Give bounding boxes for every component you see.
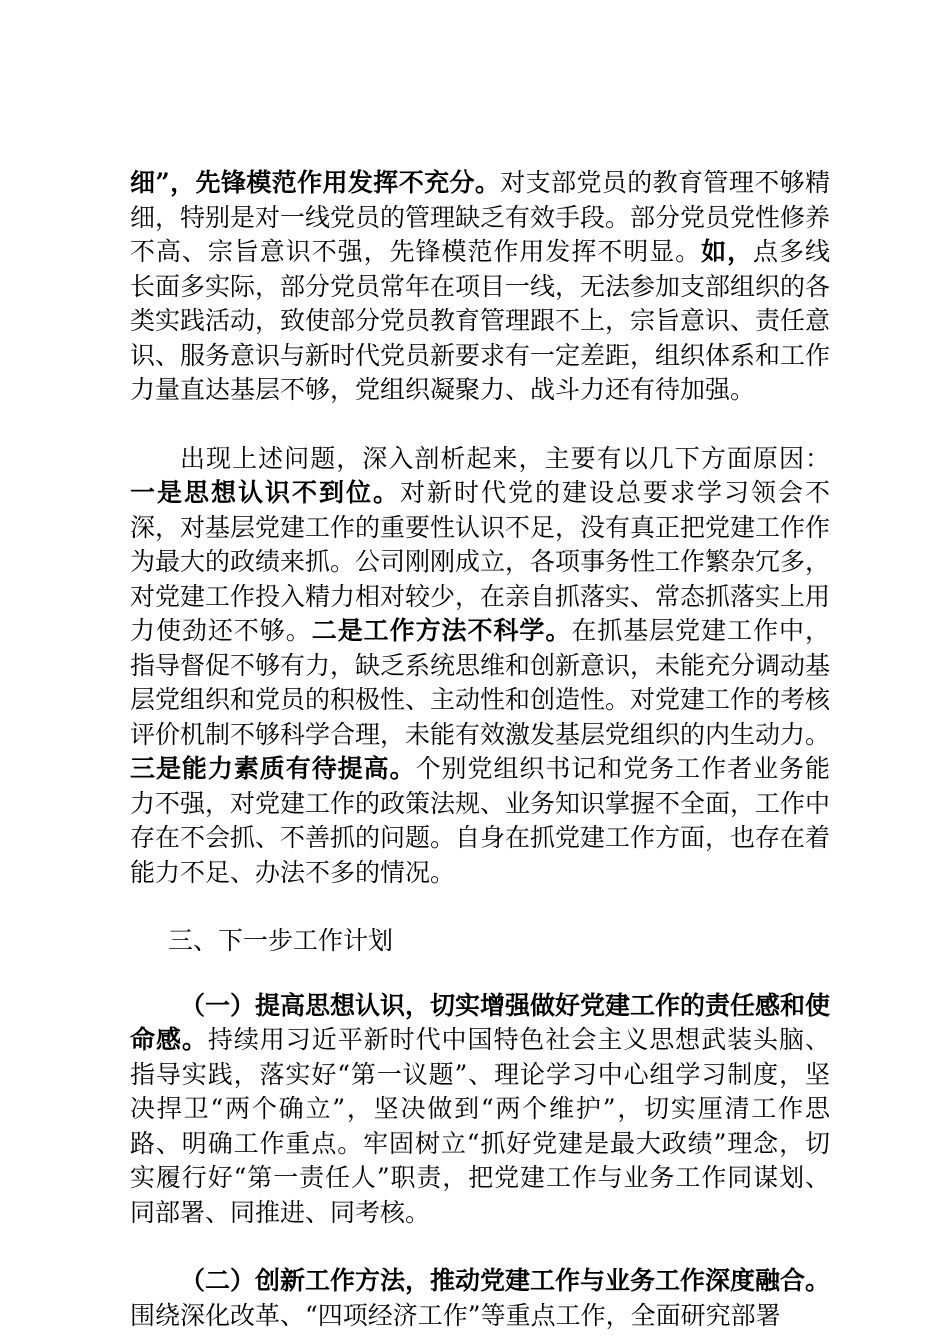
bold-cause-one: 一是思想认识不到位。	[130, 478, 400, 507]
paragraph-root-causes	[130, 442, 830, 891]
bold-cause-three: 三是能力素质有待提高。	[130, 754, 416, 783]
text-plan-two: 围绕深化改革、“四项经济工作”等重点工作，全面研究部署	[130, 1300, 781, 1330]
text-cause-two: 在抓基层党建工作中，指导督促不够有力，缺乏系统思维和创新意识，未能充分调动基层党组织和党员的积极性、主动性和创造性。对党建工作的考核评价机制不够科学合理，未能有效激发基层党组织的内生动力。	[130, 616, 831, 749]
text-pioneer-detail: 对支部党员的教育管理不够精细，特别是对一线党员的管理缺乏有效手段。部分党员党性修养不高、宗旨意识不强，先锋模范作用发挥不明显。	[130, 168, 831, 266]
paragraph-plan-one	[130, 989, 830, 1231]
paragraph-plan-two	[130, 1264, 830, 1333]
bold-example-marker: 如，	[701, 237, 754, 266]
text-cause-one: 对新时代党的建设总要求学习领会不深，对基层党建工作的重要性认识不足，没有真正把党建工作作为最大的政绩来抓。公司刚刚成立，各项事务性工作繁杂冗多，对党建工作投入精力相对较少，在亲自抓落实、常态抓落实上用力使劲还不够。	[130, 478, 831, 645]
bold-cause-two: 二是工作方法不科学。	[311, 616, 572, 645]
bold-plan-one-title: （一）提高思想认识，切实增强做好党建工作的责任感和使命感。	[130, 990, 831, 1054]
paragraph-pioneer-role	[130, 166, 830, 408]
text-pioneer-example: 点多线长面多实际，部分党员常年在项目一线，无法参加支部组织的各类实践活动，致使部分党员教育管理跟不上，宗旨意识、责任意识、服务意识与新时代党员新要求有一定差距，组织体系和工作力量直达基层不够，党组织凝聚力、战斗力还有待加强。	[130, 237, 831, 404]
text-plan-one: 持续用习近平新时代中国特色社会主义思想武装头脑、指导实践，落实好“第一议题”、理论学习中心组学习制度，坚决捍卫“两个确立”，坚决做到“两个维护”，切实厘清工作思路、明确工作重点。牢固树立“抓好党建是最大政绩”理念，切实履行好“第一责任人”职责，把党建工作与业务工作同谋划、同部署、同推进、同考核。	[130, 1025, 830, 1227]
document-page	[130, 166, 830, 1333]
text-cause-three: 个别党组织书记和党务工作者业务能力不强，对党建工作的政策法规、业务知识掌握不全面，工作中存在不会抓、不善抓的问题。自身在抓党建工作方面，也存在着能力不足、办法不多的情况。	[130, 754, 831, 887]
text-causes-intro: 出现上述问题，深入剖析起来，主要有以几下方面原因：	[180, 443, 830, 473]
bold-plan-two-title: （二）创新工作方法，推动党建工作与业务工作深度融合。	[180, 1266, 831, 1295]
section-heading-next-plan: 三、下一步工作计划	[168, 926, 394, 955]
bold-lead-pioneer: 细”，先锋模范作用发挥不充分。	[130, 168, 501, 197]
